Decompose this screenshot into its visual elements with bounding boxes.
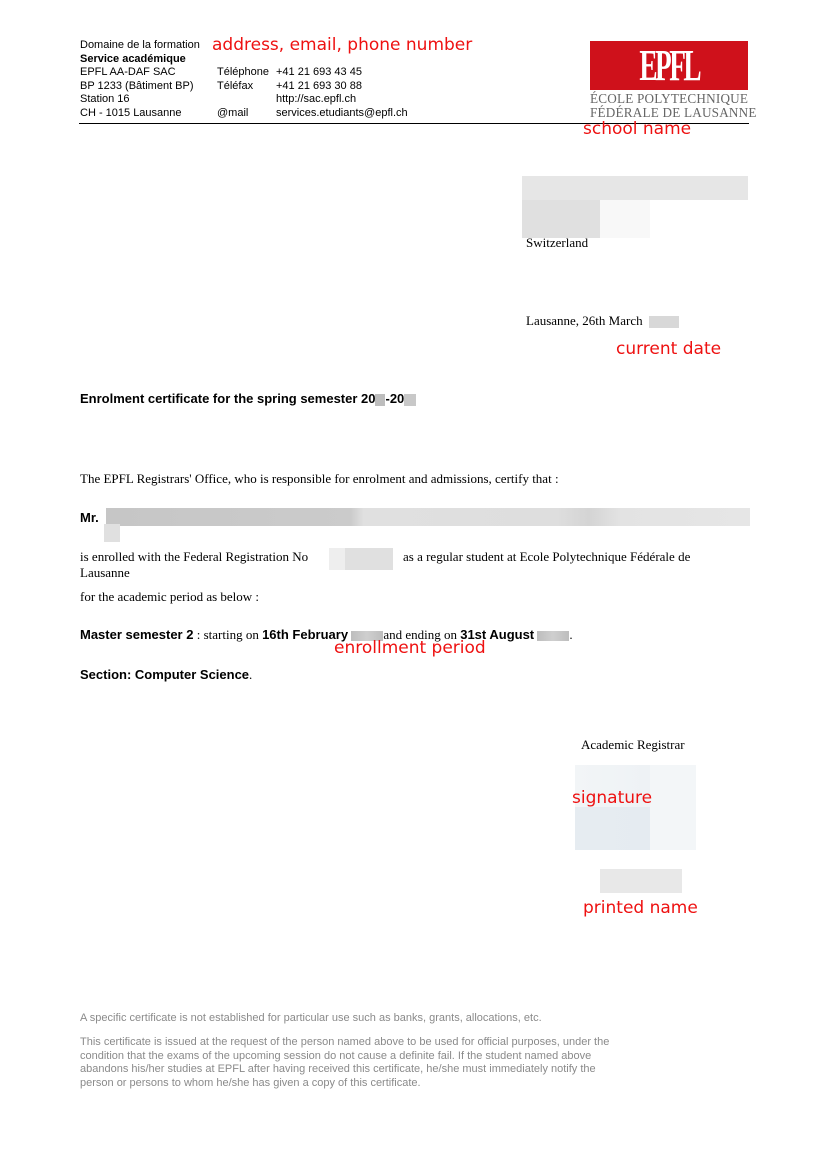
enrollment-period: Master semester 2 : starting on 16th February and ending on 31st August .	[80, 627, 573, 642]
redacted-year	[537, 631, 569, 641]
redacted-year	[404, 394, 416, 406]
redacted-address-line1	[522, 176, 748, 200]
address-row: BP 1233 (Bâtiment BP) Téléfax +41 21 693 30 88	[80, 79, 362, 92]
redacted-student-name	[106, 508, 750, 526]
annotation-signature: signature	[572, 788, 653, 808]
semester-label: Master semester 2	[80, 627, 194, 642]
recipient-country: Switzerland	[526, 235, 589, 250]
redacted-printed-name	[600, 869, 682, 893]
annotation-period: enrollment period	[334, 638, 486, 658]
document-date: Lausanne, 26th March	[526, 313, 679, 329]
school-name-line1: ÉCOLE POLYTECHNIQUE	[590, 91, 749, 106]
student-prefix: Mr.	[80, 510, 99, 525]
certificate-title: Enrolment certificate for the spring semester 20 -20	[80, 391, 416, 406]
address-row: Station 16 http://sac.epfl.ch	[80, 93, 357, 105]
website-link[interactable]: http://sac.epfl.ch	[276, 93, 357, 105]
address-row: EPFL AA-DAF SAC Téléphone +41 21 693 43 45	[80, 66, 362, 78]
address-row: CH - 1015 Lausanne @mail services.etudiants@epfl.ch	[80, 106, 408, 119]
enrolled-text-cont: as a regular student at Ecole Polytechnique Fédérale de	[403, 549, 691, 564]
redacted-year	[375, 394, 385, 406]
domain-line: Domaine de la formation	[80, 39, 200, 51]
section-line: Section: Computer Science.	[80, 667, 253, 682]
section-label: Section: Computer Science	[80, 667, 250, 682]
email-link[interactable]: services.etudiants@epfl.ch	[276, 106, 408, 119]
redacted-address-line2b	[600, 200, 650, 238]
annotation-address: address, email, phone number	[212, 35, 473, 55]
signatory-title: Academic Registrar	[581, 737, 685, 752]
footer-note-1: A specific certificate is not established for particular use such as banks, grants, allocations, etc.	[80, 1012, 542, 1024]
epfl-logo	[590, 41, 748, 90]
redacted-registration-number	[329, 548, 393, 570]
school-name-line2: FÉDÉRALE DE LAUSANNE	[590, 105, 757, 120]
fax-number: +41 21 693 30 88	[276, 79, 362, 92]
end-date: 31st August	[460, 627, 535, 642]
annotation-printed-name: printed name	[583, 898, 698, 918]
redacted-year	[649, 316, 679, 328]
intro-text: The EPFL Registrars' Office, who is responsible for enrolment and admissions, certify that :	[80, 471, 559, 486]
redacted-student-name-cont	[104, 524, 120, 542]
annotation-school: school name	[583, 119, 692, 139]
footer-note-2: This certificate is issued at the request of the person named above to be used for official purposes, under the condition that the exams of the upcoming session do not cause a definite fail. If the student named above abandons his/her studies at EPFL after having received this certificate, he/she must immediately notify the person or persons to whom he/she has given a copy of this certificate.	[80, 1036, 610, 1089]
start-date: 16th February	[262, 627, 349, 642]
logo-mark: EPFL	[639, 40, 699, 90]
redacted-address-line2	[522, 200, 600, 238]
service-line: Service académique	[80, 52, 186, 65]
period-intro: for the academic period as below :	[80, 589, 260, 604]
enrolled-text: is enrolled with the Federal Registration No	[80, 549, 309, 564]
phone-number: +41 21 693 43 45	[276, 66, 362, 78]
annotation-date: current date	[616, 339, 722, 359]
enrolled-text-line2: Lausanne	[80, 565, 130, 580]
